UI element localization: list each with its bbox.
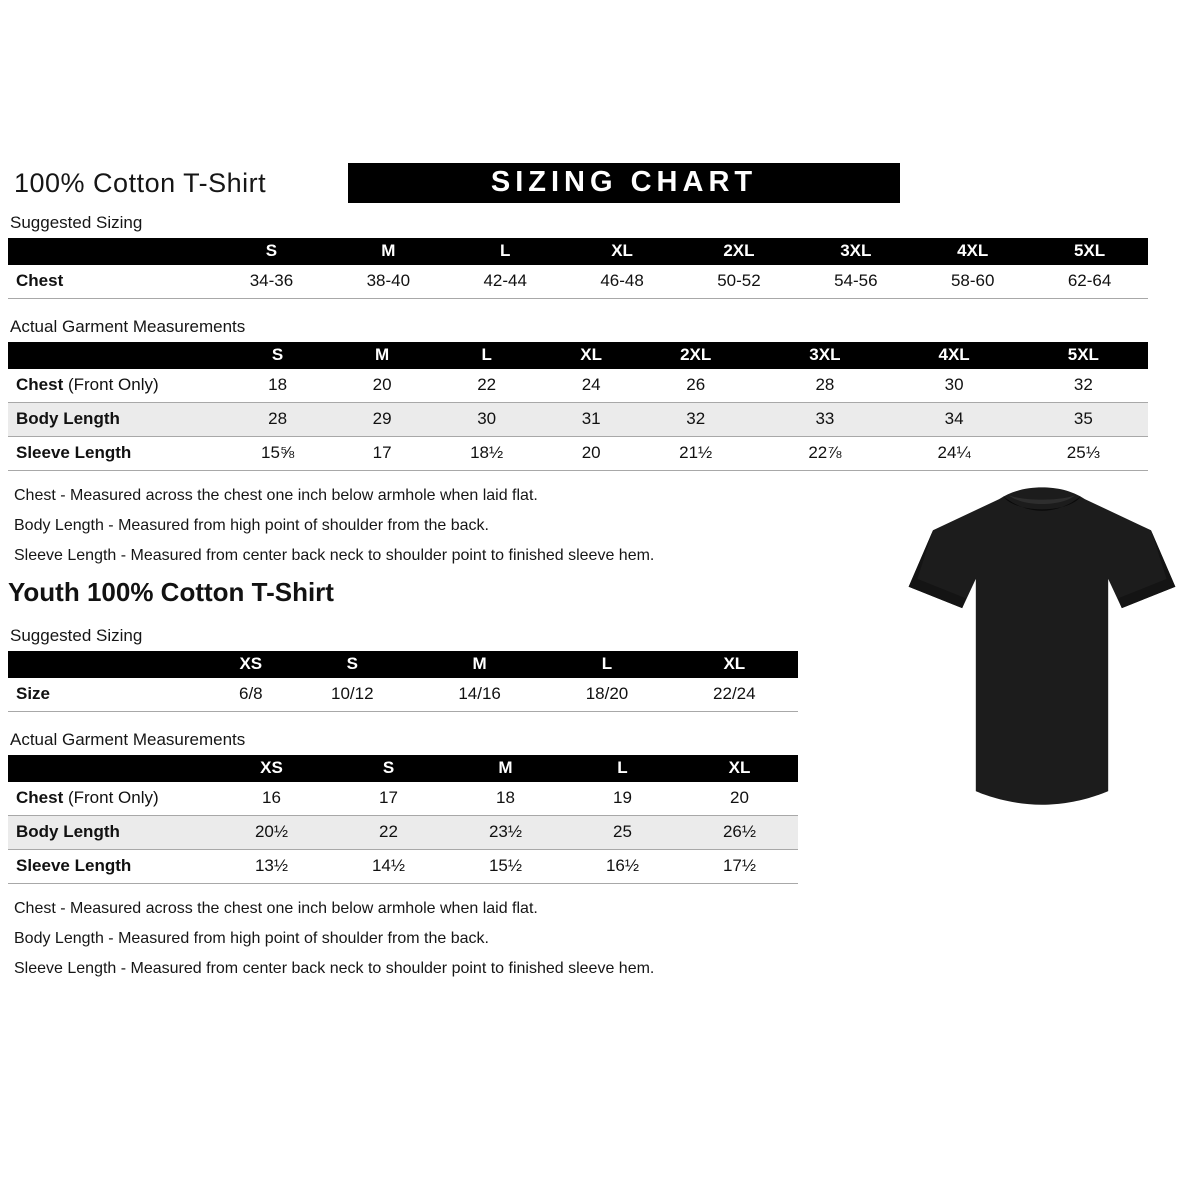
sizing-chart-banner: [348, 163, 900, 203]
table-row: [8, 403, 1148, 437]
measurement-cell: 6/8: [213, 678, 289, 712]
measurement-cell: 16: [213, 782, 330, 816]
size-column-header: L: [543, 651, 670, 678]
adult-suggested-sizing-table: [8, 238, 1148, 299]
measurement-cell: 58-60: [914, 265, 1031, 299]
measurement-cell: 14½: [330, 850, 447, 884]
row-label-header: [8, 342, 213, 369]
size-column-header: S: [213, 238, 330, 265]
measurement-cell: 25: [564, 816, 681, 850]
size-column-header: M: [330, 238, 447, 265]
measurement-cell: 33: [760, 403, 889, 437]
header-row: [8, 163, 1148, 203]
row-label: Chest (Front Only): [8, 369, 213, 403]
measurement-cell: 17: [342, 437, 422, 471]
size-column-header: M: [416, 651, 543, 678]
table-row: [8, 782, 798, 816]
row-label: Chest: [8, 265, 213, 299]
table-row: [8, 265, 1148, 299]
measurement-cell: 21½: [631, 437, 760, 471]
measurement-cell: 28: [760, 369, 889, 403]
size-column-header: 4XL: [890, 342, 1019, 369]
sizing-table: [8, 755, 798, 884]
youth-suggested-sizing-label: Suggested Sizing: [10, 626, 143, 645]
measurement-cell: 14/16: [416, 678, 543, 712]
measurement-cell: 24¼: [890, 437, 1019, 471]
measurement-cell: 18: [213, 369, 342, 403]
measurement-cell: 25⅓: [1019, 437, 1148, 471]
measurement-cell: 10/12: [289, 678, 416, 712]
measurement-cell: 50-52: [681, 265, 798, 299]
table-row: [8, 850, 798, 884]
measurement-cell: 26½: [681, 816, 798, 850]
size-column-header: 3XL: [760, 342, 889, 369]
measurement-cell: 31: [551, 403, 631, 437]
table-row: [8, 437, 1148, 471]
size-column-header: L: [564, 755, 681, 782]
measurement-cell: 62-64: [1031, 265, 1148, 299]
row-label: Size: [8, 678, 213, 712]
note-sleeve-length: Sleeve Length - Measured from center back neck to shoulder point to finished sleeve hem.: [14, 960, 655, 977]
measurement-cell: 42-44: [447, 265, 564, 299]
size-column-header: M: [447, 755, 564, 782]
youth-measurement-notes: [8, 900, 1148, 978]
size-column-header: S: [213, 342, 342, 369]
measurement-cell: 17: [330, 782, 447, 816]
measurement-cell: 18: [447, 782, 564, 816]
size-column-header: S: [330, 755, 447, 782]
measurement-cell: 32: [1019, 369, 1148, 403]
tshirt-product-image: [896, 478, 1188, 820]
measurement-cell: 15½: [447, 850, 564, 884]
measurement-cell: 18/20: [543, 678, 670, 712]
row-label: Chest (Front Only): [8, 782, 213, 816]
size-column-header: XL: [681, 755, 798, 782]
note-body-length: Body Length - Measured from high point of shoulder from the back.: [14, 517, 489, 534]
row-label: Body Length: [8, 403, 213, 437]
note-sleeve-length: Sleeve Length - Measured from center back neck to shoulder point to finished sleeve hem.: [14, 547, 655, 564]
row-label: Sleeve Length: [8, 437, 213, 471]
measurement-cell: 13½: [213, 850, 330, 884]
note-body-length: Body Length - Measured from high point of shoulder from the back.: [14, 930, 489, 947]
measurement-cell: 34-36: [213, 265, 330, 299]
measurement-cell: 28: [213, 403, 342, 437]
row-label: Sleeve Length: [8, 850, 213, 884]
measurement-cell: 20½: [213, 816, 330, 850]
measurement-cell: 26: [631, 369, 760, 403]
measurement-cell: 23½: [447, 816, 564, 850]
measurement-cell: 22⅞: [760, 437, 889, 471]
measurement-cell: 30: [422, 403, 551, 437]
size-column-header: 3XL: [797, 238, 914, 265]
measurement-cell: 22: [330, 816, 447, 850]
measurement-cell: 54-56: [797, 265, 914, 299]
note-chest: Chest - Measured across the chest one inch below armhole when laid flat.: [14, 487, 538, 504]
size-column-header: XS: [213, 651, 289, 678]
size-column-header: L: [422, 342, 551, 369]
measurement-cell: 35: [1019, 403, 1148, 437]
size-column-header: L: [447, 238, 564, 265]
sizing-table: [8, 238, 1148, 299]
measurement-cell: 15⅝: [213, 437, 342, 471]
size-column-header: 5XL: [1019, 342, 1148, 369]
youth-suggested-sizing-table: [8, 651, 798, 712]
measurement-cell: 16½: [564, 850, 681, 884]
measurement-cell: 46-48: [564, 265, 681, 299]
sizing-table: [8, 651, 798, 712]
youth-actual-measurements-table: [8, 755, 798, 884]
measurement-cell: 17½: [681, 850, 798, 884]
tshirt-icon: [896, 478, 1188, 820]
measurement-cell: 18½: [422, 437, 551, 471]
size-column-header: XL: [551, 342, 631, 369]
table-row: [8, 678, 798, 712]
row-label-header: [8, 755, 213, 782]
row-label: Body Length: [8, 816, 213, 850]
measurement-cell: 38-40: [330, 265, 447, 299]
adult-actual-measurements-table: [8, 342, 1148, 471]
size-column-header: 2XL: [631, 342, 760, 369]
measurement-cell: 20: [342, 369, 422, 403]
adult-actual-measurements-label: Actual Garment Measurements: [10, 317, 246, 336]
size-column-header: S: [289, 651, 416, 678]
note-chest: Chest - Measured across the chest one inch below armhole when laid flat.: [14, 900, 538, 917]
table-row: [8, 369, 1148, 403]
page-title: 100% Cotton T-Shirt: [14, 167, 267, 198]
measurement-cell: 22: [422, 369, 551, 403]
youth-section-title: Youth 100% Cotton T-Shirt: [8, 577, 334, 607]
measurement-cell: 22/24: [671, 678, 798, 712]
measurement-cell: 20: [681, 782, 798, 816]
measurement-cell: 20: [551, 437, 631, 471]
size-column-header: XL: [671, 651, 798, 678]
table-row: [8, 816, 798, 850]
adult-suggested-sizing-label: Suggested Sizing: [10, 213, 143, 232]
size-column-header: XS: [213, 755, 330, 782]
youth-actual-measurements-label: Actual Garment Measurements: [10, 730, 246, 749]
measurement-cell: 29: [342, 403, 422, 437]
size-column-header: 2XL: [681, 238, 798, 265]
size-column-header: 5XL: [1031, 238, 1148, 265]
size-column-header: M: [342, 342, 422, 369]
sizing-chart-banner-text: SIZING CHART: [490, 166, 758, 198]
measurement-cell: 19: [564, 782, 681, 816]
measurement-cell: 32: [631, 403, 760, 437]
measurement-cell: 24: [551, 369, 631, 403]
row-label-header: [8, 651, 213, 678]
sizing-table: [8, 342, 1148, 471]
size-column-header: 4XL: [914, 238, 1031, 265]
row-label-header: [8, 238, 213, 265]
measurement-cell: 34: [890, 403, 1019, 437]
measurement-cell: 30: [890, 369, 1019, 403]
size-column-header: XL: [564, 238, 681, 265]
